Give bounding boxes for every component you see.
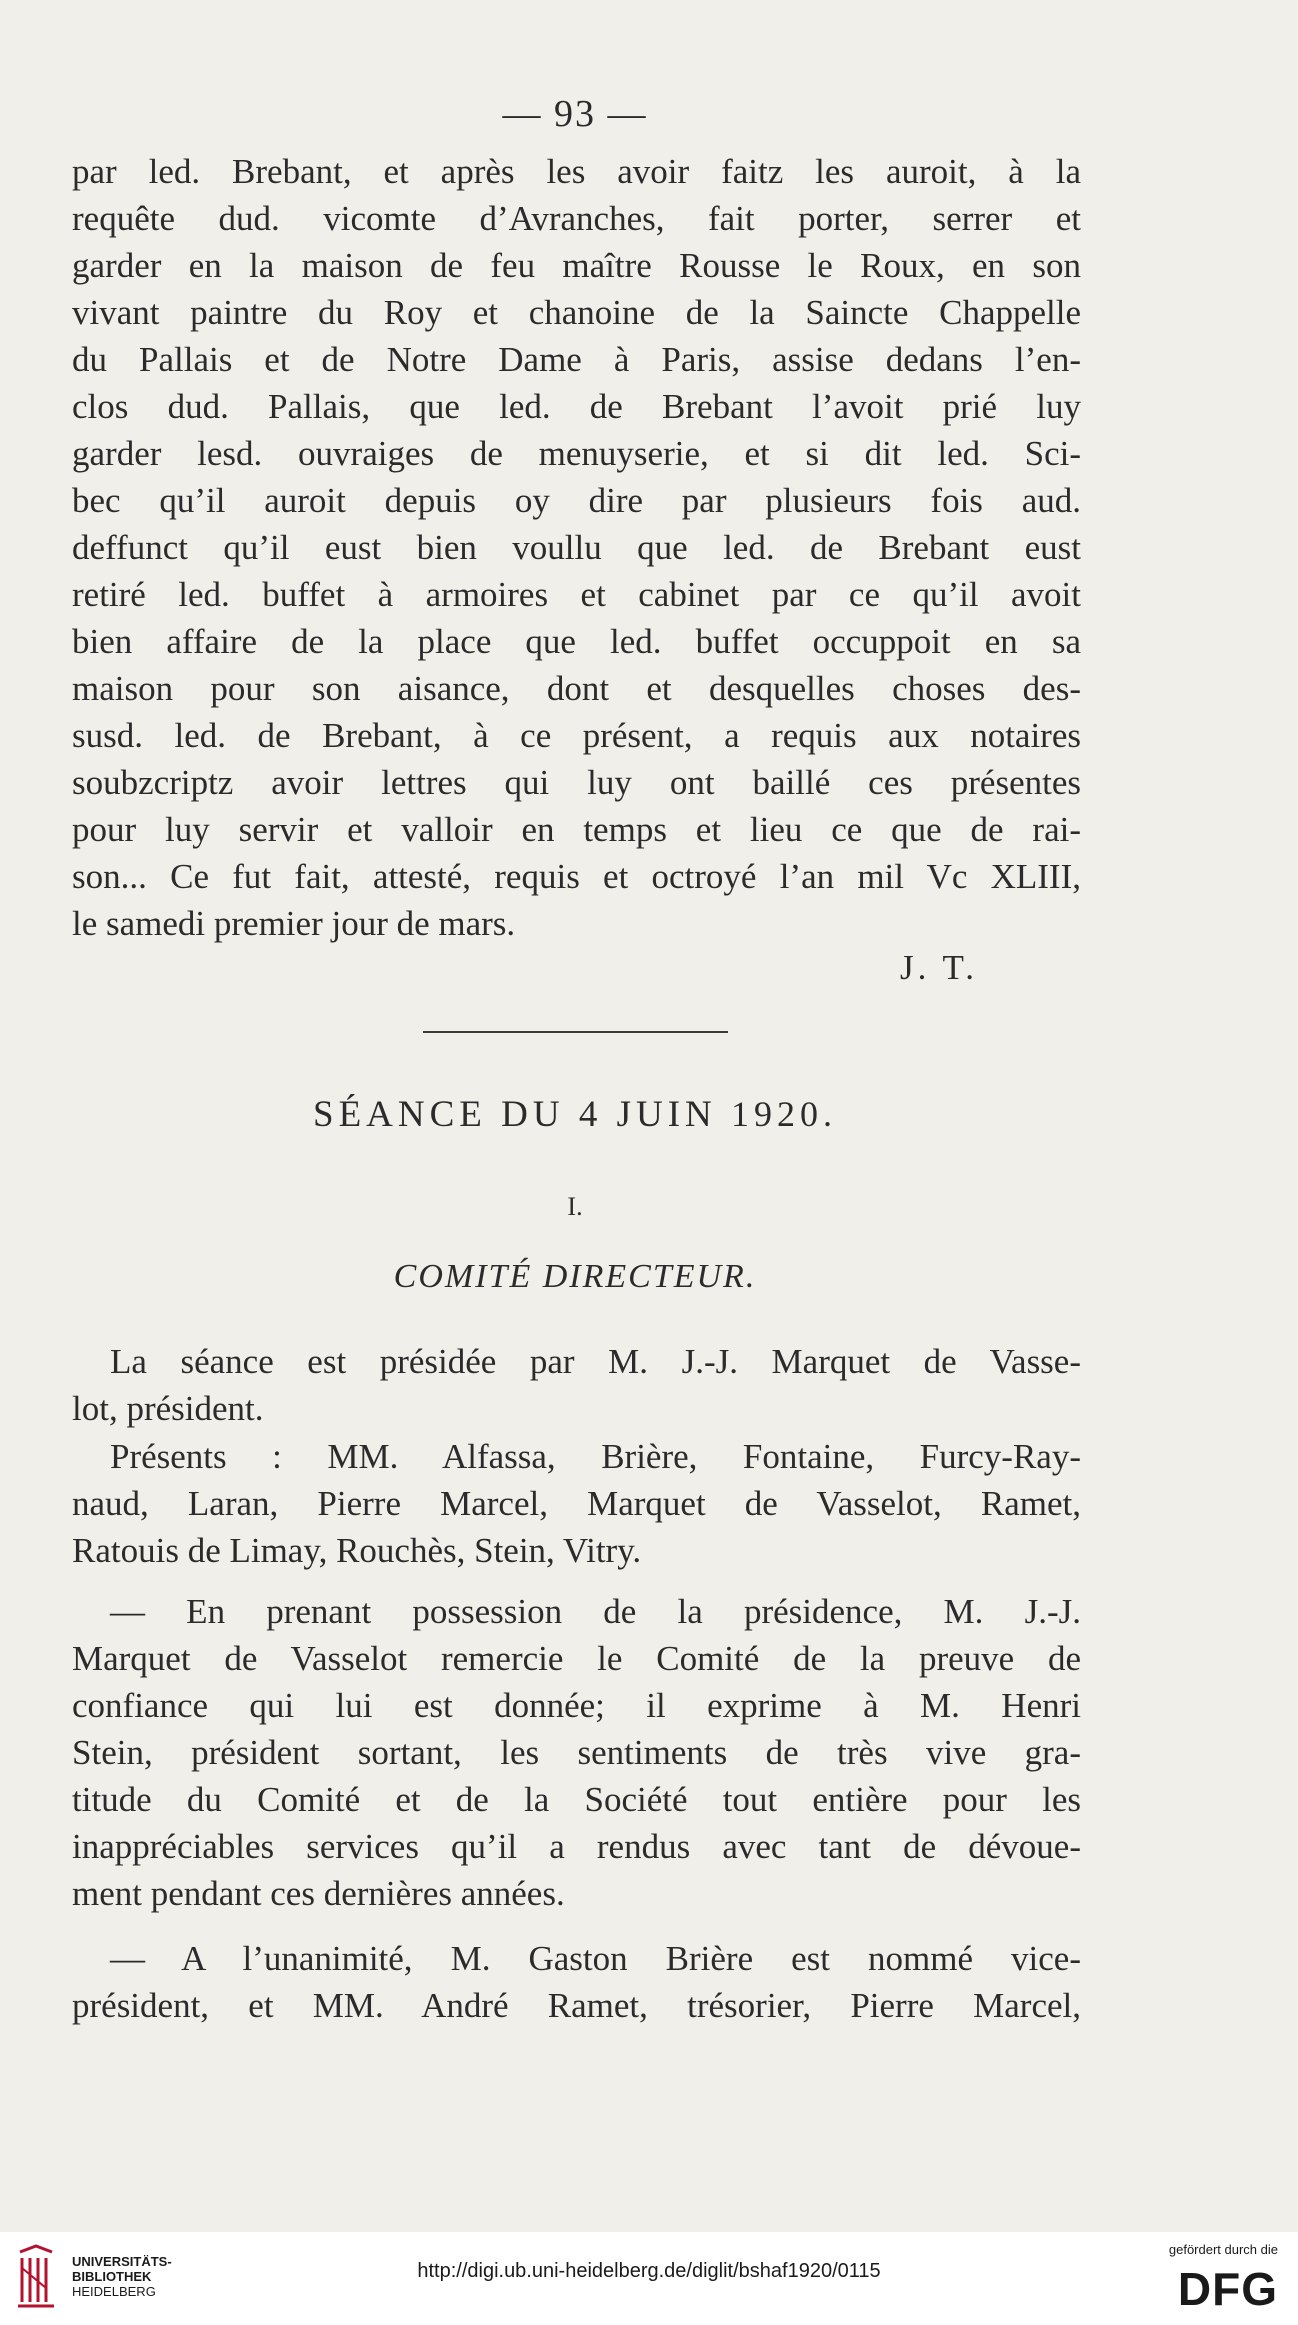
text-line: titude du Comité et de la Société tout entière pour les [72, 1780, 1081, 1819]
text-line: vivant paintre du Roy et chanoine de la Saincte Chappelle [72, 293, 1081, 332]
text-line: par led. Brebant, et après les avoir faitz les auroit, à la [72, 152, 1081, 191]
session-heading-text: SÉANCE DU 4 JUIN [313, 1094, 731, 1135]
text-line: garder en la maison de feu maître Rousse le Roux, en son [72, 246, 1081, 285]
text-line: La séance est présidée par M. J.-J. Marquet de Vasse- [110, 1342, 1081, 1381]
permalink-url[interactable]: http://digi.ub.uni-heidelberg.de/diglit/bshaf1920/0115 [417, 2260, 881, 2282]
text-line: maison pour son aisance, dont et desquelles choses des- [72, 669, 1081, 708]
text-line: du Pallais et de Notre Dame à Paris, assise dedans l’en- [72, 340, 1081, 379]
text-line: ment pendant ces dernières années. [72, 1874, 565, 1913]
section-title: COMITÉ DIRECTEUR. [393, 1258, 757, 1295]
dfg-logo: DFG [1177, 2263, 1278, 2315]
paragraph-4 [72, 1588, 1081, 1917]
session-heading-year: 1920. [731, 1094, 837, 1134]
text-line: président, et MM. André Ramet, trésorier, Pierre Marcel, [72, 1986, 1081, 2025]
text-line: confiance qui lui est donnée; il exprime à M. Henri [72, 1686, 1081, 1725]
text-line: clos dud. Pallais, que led. de Brebant l’avoit prié luy [72, 387, 1081, 426]
text-line: deffunct qu’il eust bien voullu que led. de Brebant eust [72, 528, 1081, 567]
paragraph-5 [72, 1935, 1081, 2029]
signature-initials: J. T. [900, 948, 979, 987]
text-line: — En prenant possession de la présidence, M. J.-J. [110, 1592, 1081, 1631]
text-line: lot, président. [72, 1389, 264, 1428]
text-line: Présents : MM. Alfassa, Brière, Fontaine, Furcy-Ray- [110, 1437, 1081, 1476]
text-line: le samedi premier jour de mars. [72, 904, 516, 943]
page-number: — 93 — [502, 93, 648, 135]
text-line: garder lesd. ouvraiges de menuyserie, et si dit led. Sci- [72, 434, 1081, 473]
section-number: I. [567, 1192, 583, 1221]
text-line: Stein, président sortant, les sentiments de très vive gra- [72, 1733, 1081, 1772]
section-divider [423, 1031, 728, 1033]
text-line: son... Ce fut fait, attesté, requis et octroyé l’an mil Vc XLIII, [72, 857, 1081, 896]
session-heading [0, 1093, 1150, 1136]
library-name-line: HEIDELBERG [72, 2284, 156, 2299]
paragraph-1 [72, 148, 1081, 947]
text-line: retiré led. buffet à armoires et cabinet par ce qu’il avoit [72, 575, 1081, 614]
text-line: Ratouis de Limay, Rouchès, Stein, Vitry. [72, 1531, 642, 1570]
library-name-line: UNIVERSITÄTS- [72, 2254, 172, 2269]
text-line: bec qu’il auroit depuis oy dire par plusieurs fois aud. [72, 481, 1081, 520]
text-line: pour luy servir et valloir en temps et lieu ce que de rai- [72, 810, 1081, 849]
text-line: soubzcriptz avoir lettres qui luy ont baillé ces présentes [72, 763, 1081, 802]
text-line: inappréciables services qu’il a rendus avec tant de dévoue- [72, 1827, 1081, 1866]
text-line: requête dud. vicomte d’Avranches, fait porter, serrer et [72, 199, 1081, 238]
text-line: naud, Laran, Pierre Marcel, Marquet de Vasselot, Ramet, [72, 1484, 1081, 1523]
digitization-footer [0, 2232, 1298, 2325]
funded-by-label: gefördert durch die [1168, 2242, 1278, 2257]
paragraph-2 [72, 1338, 1081, 1432]
paragraph-3 [72, 1433, 1081, 1574]
text-line: susd. led. de Brebant, à ce présent, a requis aux notaires [72, 716, 1081, 755]
text-line: bien affaire de la place que led. buffet occuppoit en sa [72, 622, 1081, 661]
text-line: Marquet de Vasselot remercie le Comité de la preuve de [72, 1639, 1081, 1678]
text-line: — A l’unanimité, M. Gaston Brière est nommé vice- [110, 1939, 1081, 1978]
library-name-line: BIBLIOTHEK [72, 2269, 152, 2284]
